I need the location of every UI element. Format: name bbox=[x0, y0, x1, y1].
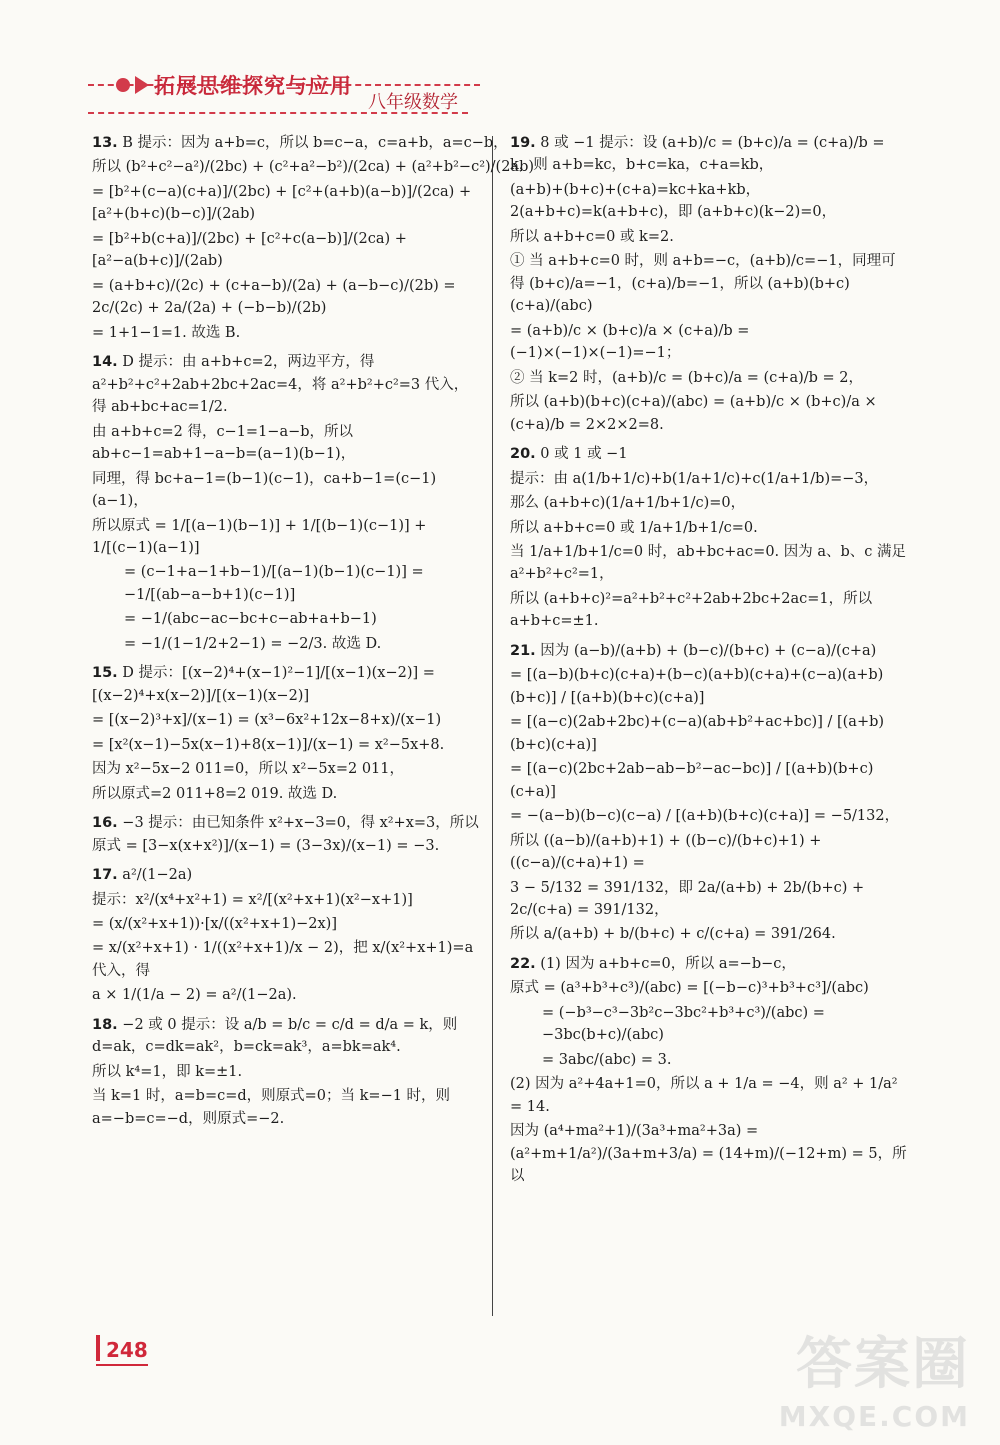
answer-line: 所以 a+b+c=0 或 1/a+1/b+1/c=0. bbox=[510, 519, 758, 536]
answer-line: a × 1/(1/a − 2) = a²/(1−2a). bbox=[92, 987, 297, 1004]
grade-subject: 八年级数学 bbox=[368, 92, 458, 113]
header-dashed-line-bottom bbox=[88, 112, 468, 114]
answer-line: 0 或 1 或 −1 bbox=[540, 446, 628, 463]
answer-line: ② 当 k=2 时，(a+b)/c = (b+c)/a = (c+a)/b = 2， bbox=[510, 369, 864, 386]
answer-15 bbox=[92, 662, 480, 805]
answer-line: = [x²(x−1)−5x(x−1)+8(x−1)]/(x−1) = x²−5x+8. bbox=[92, 736, 445, 753]
answer-line: 所以 (a+b+c)²=a²+b²+c²+2ab+2bc+2ac=1，所以 a+b+c=±1. bbox=[510, 590, 873, 630]
answer-line: D 提示：[(x−2)⁴+(x−1)²−1]/[(x−1)(x−2)] = [(x−2)⁴+x(x−2)]/[(x−1)(x−2)] bbox=[92, 665, 435, 704]
answer-line: (1) 因为 a+b+c=0，所以 a=−b−c， bbox=[540, 955, 796, 972]
answer-line: (a+b)+(b+c)+(c+a)=kc+ka+kb，2(a+b+c)=k(a+b+c)，即 (a+b+c)(k−2)=0， bbox=[510, 181, 837, 221]
answer-number: 16. bbox=[92, 815, 118, 832]
right-column bbox=[510, 130, 910, 1195]
answer-line: = (a+b)/c × (b+c)/a × (c+a)/b = (−1)×(−1)×(−1)=−1； bbox=[510, 322, 750, 362]
answer-line: 所以 (a+b)(b+c)(c+a)/(abc) = (a+b)/c × (b+c)/a × (c+a)/b = 2×2×2=8. bbox=[510, 394, 877, 433]
answer-line: −2 或 0 提示：设 a/b = b/c = c/d = d/a = k，则 d=ak，c=dk=ak²，b=ck=ak³，a=bk=ak⁴. bbox=[92, 1016, 458, 1056]
answer-21 bbox=[510, 640, 910, 946]
answer-line: 所以原式=2 011+8=2 019. 故选 D. bbox=[92, 785, 338, 802]
answer-line: 同理，得 bc+a−1=(b−1)(c−1)，ca+b−1=(c−1)(a−1)， bbox=[92, 470, 437, 510]
answer-number: 22. bbox=[510, 955, 536, 972]
answer-line: 所以 (b²+c²−a²)/(2bc) + (c²+a²−b²)/(2ca) + (a²+b²−c²)/(2ab) bbox=[92, 159, 535, 176]
answer-number: 20. bbox=[510, 446, 536, 463]
answer-line: 提示：x²/(x⁴+x²+1) = x²/[(x²+x+1)(x²−x+1)] bbox=[92, 891, 413, 908]
page-number-bar bbox=[96, 1335, 100, 1361]
answer-line: = (a+b+c)/(2c) + (c+a−b)/(2a) + (a−b−c)/(2b) = 2c/(2c) + 2a/(2a) + (−b−b)/(2b) bbox=[92, 277, 456, 317]
answer-line: = (x/(x²+x+1))·[x/((x²+x+1)−2x)] bbox=[92, 916, 337, 932]
answer-line: = (c−1+a−1+b−1)/[(a−1)(b−1)(c−1)] = −1/[(ab−a−b+1)(c−1)] bbox=[124, 564, 424, 603]
answer-line: 因为 (a⁴+ma²+1)/(3a³+ma²+3a) = (a²+m+1/a²)/(3a+m+3/a) = (14+m)/(−12+m) = 5，所以 bbox=[510, 1123, 907, 1185]
answer-17 bbox=[92, 864, 480, 1007]
answer-line: 由 a+b+c=2 得，c−1=1−a−b，所以 ab+c−1=ab+1−a−b=(a−1)(b−1)， bbox=[92, 423, 356, 463]
answer-line: 因为 x²−5x−2 011=0，所以 x²−5x=2 011， bbox=[92, 761, 404, 778]
watermark-logo-text: 答案圈 bbox=[796, 1332, 970, 1397]
answer-19 bbox=[510, 132, 910, 436]
answer-line: (2) 因为 a²+4a+1=0，所以 a + 1/a = −4，则 a² + 1/a² = 14. bbox=[510, 1076, 898, 1115]
answer-line: 那么 (a+b+c)(1/a+1/b+1/c)=0， bbox=[510, 495, 746, 512]
header-dot-icon bbox=[116, 78, 130, 92]
answer-line: D 提示：由 a+b+c=2，两边平方，得 a²+b²+c²+2ab+2bc+2ac=4，将 a²+b²+c²=3 代入，得 ab+bc+ac=1/2. bbox=[92, 354, 469, 416]
answer-line: = [(x−2)³+x]/(x−1) = (x³−6x²+12x−8+x)/(x−1) bbox=[92, 712, 442, 729]
answer-line: 所以 ((a−b)/(a+b)+1) + ((b−c)/(b+c)+1) + ((c−a)/(c+a)+1) = bbox=[510, 832, 822, 872]
answer-line: = [(a−c)(2ab+2bc)+(c−a)(ab+b²+ac+bc)] / [(a+b)(b+c)(c+a)] bbox=[510, 714, 885, 753]
answer-20 bbox=[510, 443, 910, 633]
answer-number: 15. bbox=[92, 665, 118, 682]
answer-line: ① 当 a+b+c=0 时，则 a+b=−c，(a+b)/c=−1，同理可得 (b+c)/a=−1，(c+a)/b=−1，所以 (a+b)(b+c)(c+a)/(abc) bbox=[510, 253, 896, 315]
answer-line: 提示：由 a(1/b+1/c)+b(1/a+1/c)+c(1/a+1/b)=−3， bbox=[510, 470, 879, 487]
answer-line: = (−b³−c³−3b²c−3bc²+b³+c³)/(abc) = −3bc(b+c)/(abc) bbox=[542, 1004, 825, 1044]
answer-number: 18. bbox=[92, 1016, 118, 1033]
answer-number: 19. bbox=[510, 135, 536, 151]
answer-line: = [(a−b)(b+c)(c+a)+(b−c)(a+b)(c+a)+(c−a)(a+b)(b+c)] / [(a+b)(b+c)(c+a)] bbox=[510, 667, 884, 706]
answer-line: 因为 (a−b)/(a+b) + (b−c)/(b+c) + (c−a)/(c+a) bbox=[540, 642, 877, 659]
answer-22 bbox=[510, 953, 910, 1188]
answer-line: = 1+1−1=1. 故选 B. bbox=[92, 324, 241, 341]
column-divider bbox=[492, 136, 493, 1316]
answer-number: 17. bbox=[92, 867, 118, 884]
answer-line: 8 或 −1 提示：设 (a+b)/c = (b+c)/a = (c+a)/b = k，则 a+b=kc，b+c=ka，c+a=kb， bbox=[510, 135, 885, 174]
page-header bbox=[88, 70, 480, 116]
answer-number: 14. bbox=[92, 354, 118, 371]
answer-line: = 3abc/(abc) = 3. bbox=[542, 1051, 672, 1068]
answer-line: 3 − 5/132 = 391/132，即 2a/(a+b) + 2b/(b+c) + 2c/(c+a) = 391/132， bbox=[510, 879, 865, 918]
answer-line: 所以 a/(a+b) + b/(b+c) + c/(c+a) = 391/264. bbox=[510, 926, 836, 943]
left-column bbox=[92, 130, 535, 1137]
answer-line: = −1/(abc−ac−bc+c−ab+a+b−1) bbox=[124, 611, 377, 628]
answer-line: = [b²+(c−a)(c+a)]/(2bc) + [c²+(a+b)(a−b)]/(2ca) + [a²+(b+c)(b−c)]/(2ab) bbox=[92, 183, 472, 223]
answer-number: 13. bbox=[92, 135, 118, 151]
answer-line: 当 1/a+1/b+1/c=0 时，ab+bc+ac=0. 因为 a、b、c 满足 a²+b²+c²=1， bbox=[510, 543, 907, 583]
page-number: 248 bbox=[106, 1338, 148, 1362]
page-number-underline bbox=[96, 1364, 148, 1366]
answer-line: 当 k=1 时，a=b=c=d，则原式=0；当 k=−1 时，则 a=−b=c=−d，则原式=−2. bbox=[92, 1088, 451, 1127]
book-title: 拓展思维探究与应用 bbox=[154, 74, 352, 98]
header-arrow-icon bbox=[135, 76, 149, 94]
answer-18 bbox=[92, 1014, 480, 1130]
answer-line: = −1/(1−1/2+2−1) = −2/3. 故选 D. bbox=[124, 635, 382, 652]
answer-line: = [b²+b(c+a)]/(2bc) + [c²+c(a−b)]/(2ca) + [a²−a(b+c)]/(2ab) bbox=[92, 230, 407, 270]
answer-line: a²/(1−2a) bbox=[122, 867, 193, 884]
answer-line: B 提示：因为 a+b=c，所以 b=c−a，c=a+b，a=c−b， bbox=[122, 135, 508, 151]
answer-line: −3 提示：由已知条件 x²+x−3=0，得 x²+x=3，所以原式 = [3−x(x+x²)]/(x−1) = (3−3x)/(x−1) = −3. bbox=[92, 815, 479, 854]
answer-16 bbox=[92, 812, 480, 857]
answer-line: = −(a−b)(b−c)(c−a) / [(a+b)(b+c)(c+a)] = −5/132， bbox=[510, 808, 900, 825]
answer-line: 所以 k⁴=1，即 k=±1. bbox=[92, 1063, 243, 1080]
answer-number: 21. bbox=[510, 642, 536, 659]
answer-line: 所以 a+b+c=0 或 k=2. bbox=[510, 228, 674, 245]
watermark bbox=[779, 1320, 970, 1433]
answer-14 bbox=[92, 351, 480, 655]
answer-line: = x/(x²+x+1) · 1/((x²+x+1)/x − 2)，把 x/(x²+x+1)=a 代入，得 bbox=[92, 940, 474, 979]
answer-line: = [(a−c)(2bc+2ab−ab−b²−ac−bc)] / [(a+b)(b+c)(c+a)] bbox=[510, 761, 874, 800]
answer-line: 原式 = (a³+b³+c³)/(abc) = [(−b−c)³+b³+c³]/(abc) bbox=[510, 980, 869, 997]
watermark-url: MXQE.COM bbox=[778, 1400, 970, 1433]
answer-line: 所以原式 = 1/[(a−1)(b−1)] + 1/[(b−1)(c−1)] + 1/[(c−1)(a−1)] bbox=[92, 517, 427, 556]
